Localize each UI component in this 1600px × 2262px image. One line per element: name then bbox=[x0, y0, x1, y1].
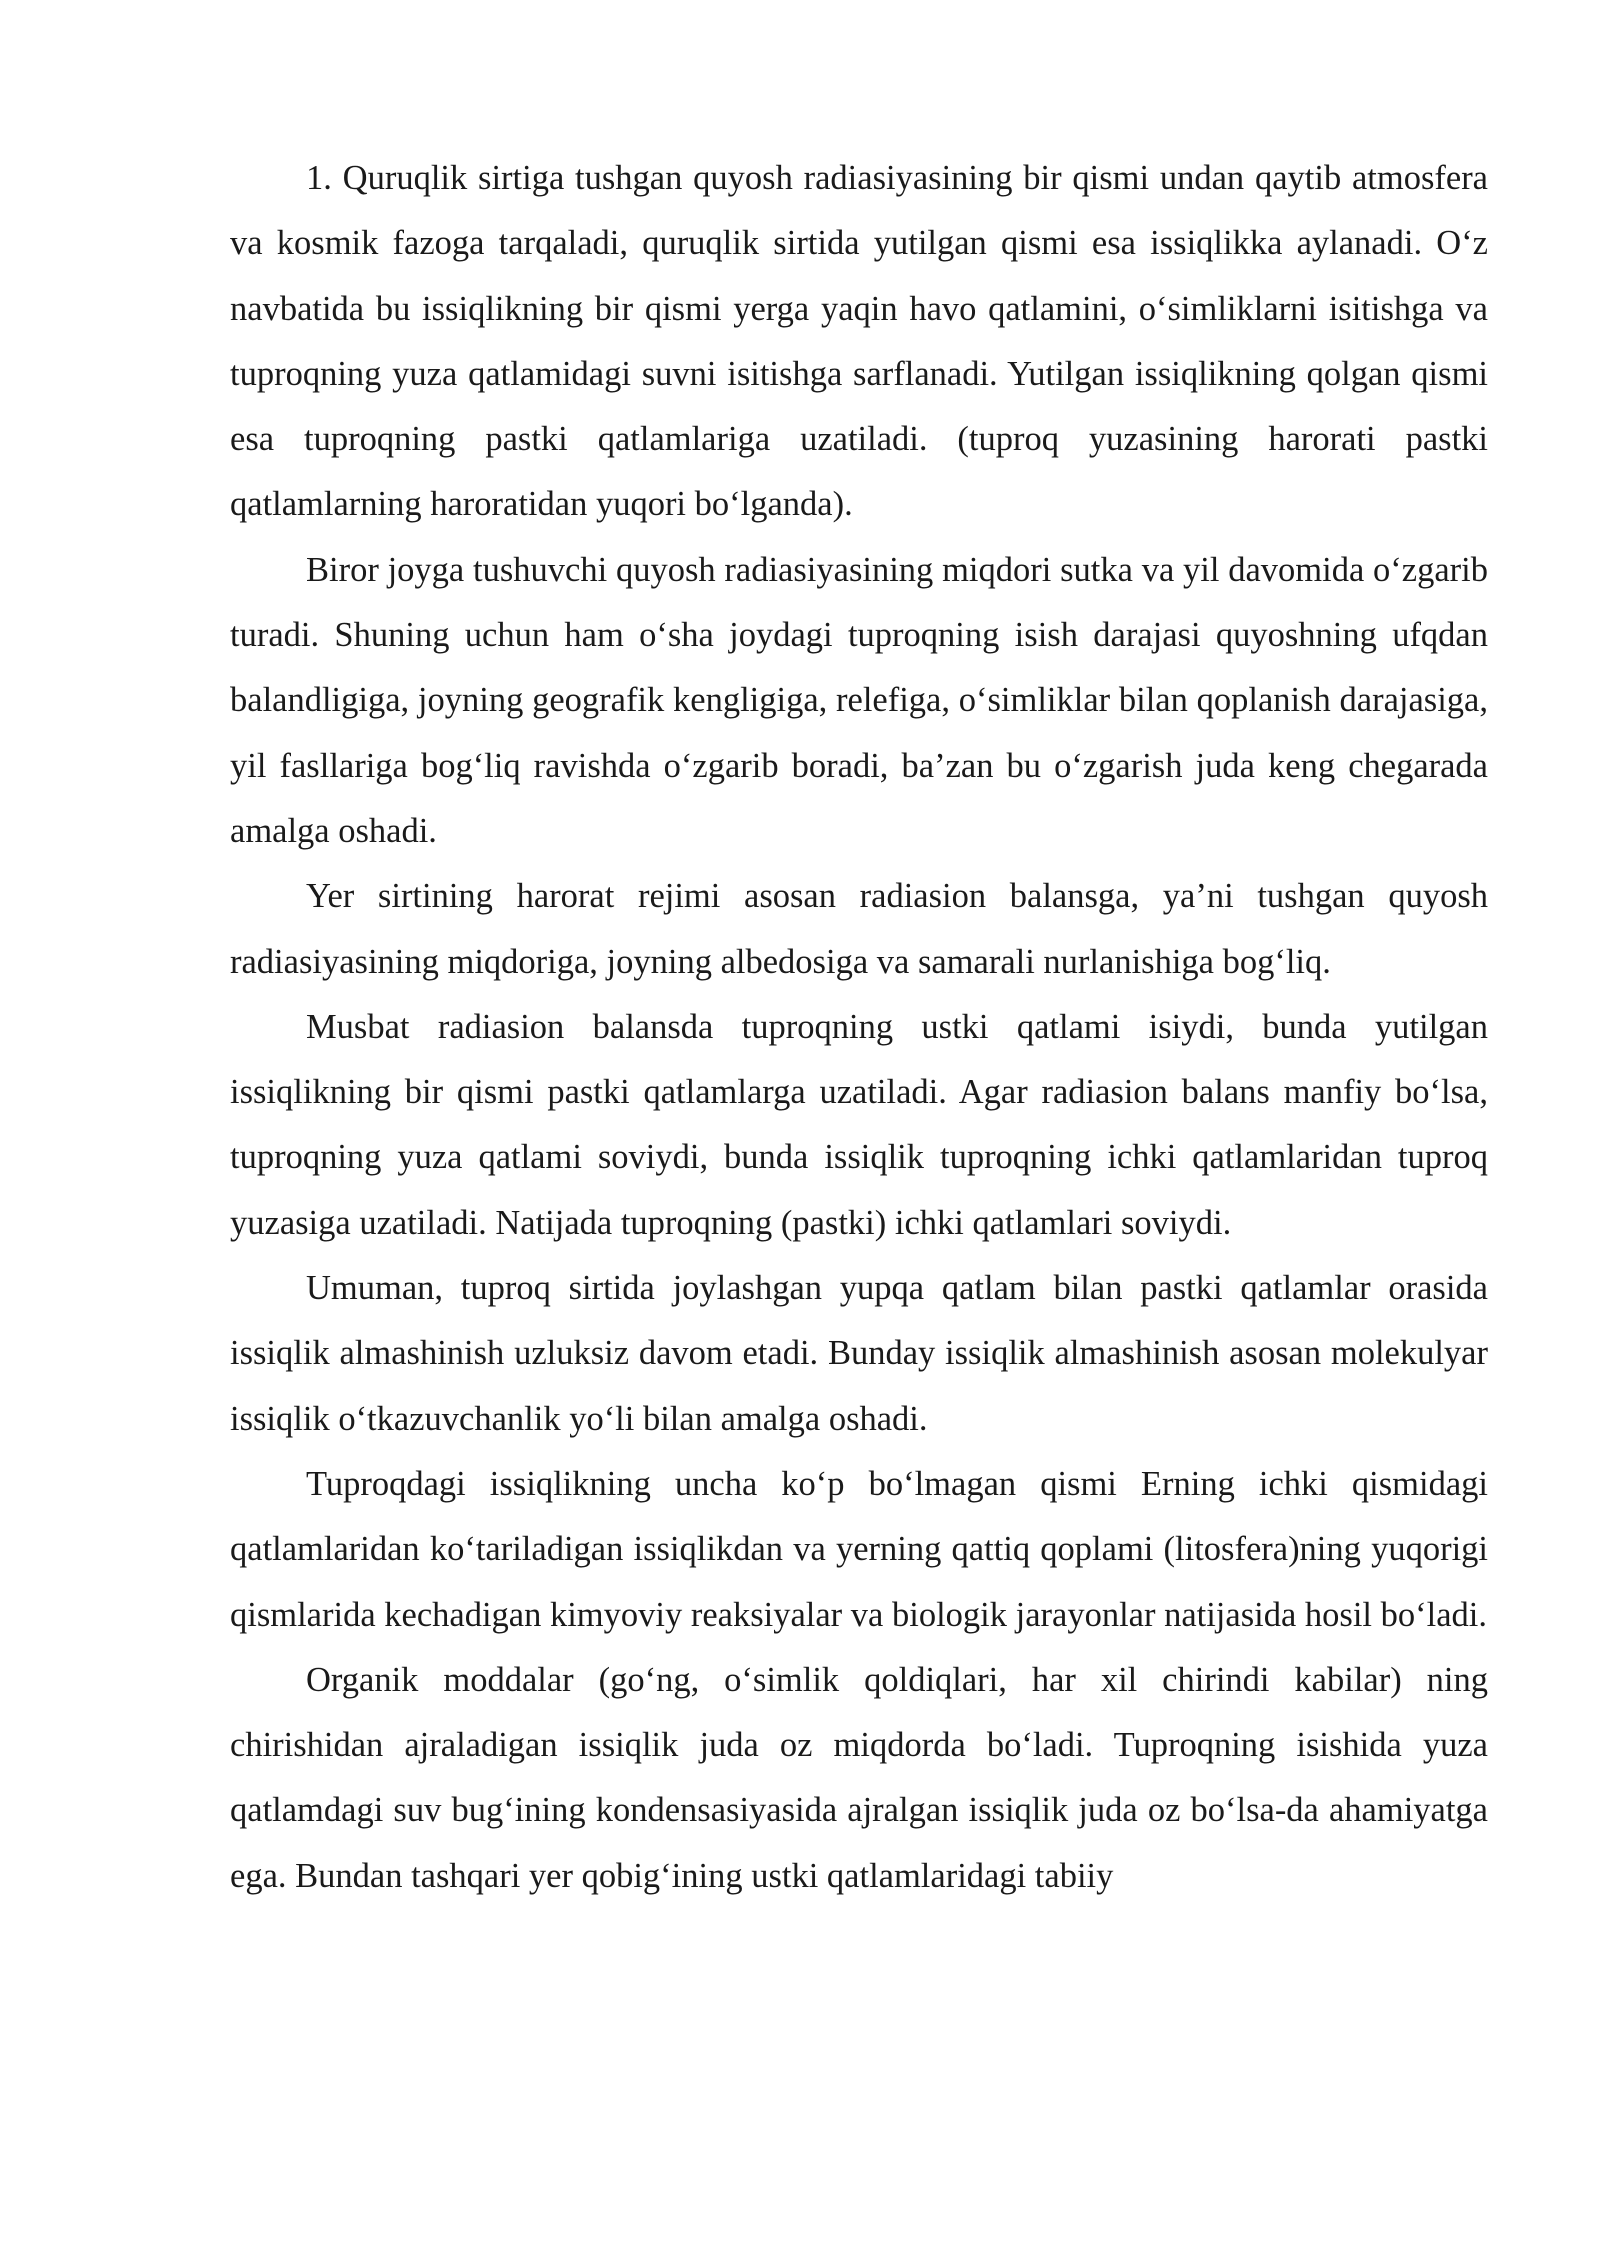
paragraph-2: Biror joyga tushuvchi quyosh radiasiyasining miqdori sutka va yil davomida o‘zgarib turadi. Shuning uchun ham o‘sha joydagi tuproqning isish darajasi quyoshning ufqdan balandligiga, joyning geografik kengligiga, relefiga, o‘simliklar bilan qoplanish darajasiga, yil fasllariga bog‘liq ravishda o‘zgarib boradi, ba’zan bu o‘zgarish juda keng chegarada amalga oshadi. bbox=[230, 550, 1488, 850]
paragraph-5: Umuman, tuproq sirtida joylashgan yupqa qatlam bilan pastki qatlamlar orasida issiqlik almashinish uzluksiz davom etadi. Bunday issiqlik almashinish asosan molekulyar issiqlik o‘tkazuvchanlik yo‘li bilan amalga oshadi. bbox=[230, 1269, 1488, 1438]
paragraph-3: Yer sirtining harorat rejimi asosan radiasion balansga, ya’ni tushgan quyosh radiasiyasining miqdoriga, joyning albedosiga va samarali nurlanishiga bog‘liq. bbox=[230, 877, 1488, 981]
paragraph-6: Tuproqdagi issiqlikning uncha ko‘p bo‘lmagan qismi Erning ichki qismidagi qatlamlaridan ko‘tariladigan issiqlikdan va yerning qattiq qoplami (litosfera)ning yuqorigi qismlarida kechadigan kimyoviy reaksiyalar va biologik jarayonlar natijasida hosil bo‘ladi. bbox=[230, 1464, 1488, 1634]
paragraph-1: 1. Quruqlik sirtiga tushgan quyosh radiasiyasining bir qismi undan qaytib atmosfera va kosmik fazoga tarqaladi, quruqlik sirtida yutilgan qismi esa issiqlikka aylanadi. O‘z navbatida bu issiqlikning bir qismi yerga yaqin havo qatlamini, o‘simliklarni isitishga va tuproqning yuza qatlamidagi suvni isitishga sarflanadi. Yutilgan issiqlikning qolgan qismi esa tuproqning pastki qatlamlariga uzatiladi. (tuproq yuzasining harorati pastki qatlamlarning haroratidan yuqori bo‘lganda). bbox=[230, 159, 1488, 524]
paragraph-4: Musbat radiasion balansda tuproqning ustki qatlami isiydi, bunda yutilgan issiqlikning bir qismi pastki qatlamlarga uzatiladi. Agar radiasion balans manfiy bo‘lsa, tuproqning yuza qatlami soviydi, bunda issiqlik tuproqning ichki qatlamlaridan tuproq yuzasiga uzatiladi. Natijada tuproqning (pastki) ichki qatlamlari soviydi. bbox=[230, 1007, 1488, 1242]
paragraph-7: Organik moddalar (go‘ng, o‘simlik qoldiqlari, har xil chirindi kabilar) ning chirishidan ajraladigan issiqlik juda oz miqdorda bo‘ladi. Tuproqning isishida yuza qatlamdagi suv bug‘ining kondensasiyasida ajralgan issiqlik juda oz bo‘lsa-da ahamiyatga ega. Bundan tashqari yer qobig‘ining ustki qatlamlaridagi tabiiy bbox=[230, 1660, 1488, 1895]
document-page bbox=[230, 146, 1488, 1909]
